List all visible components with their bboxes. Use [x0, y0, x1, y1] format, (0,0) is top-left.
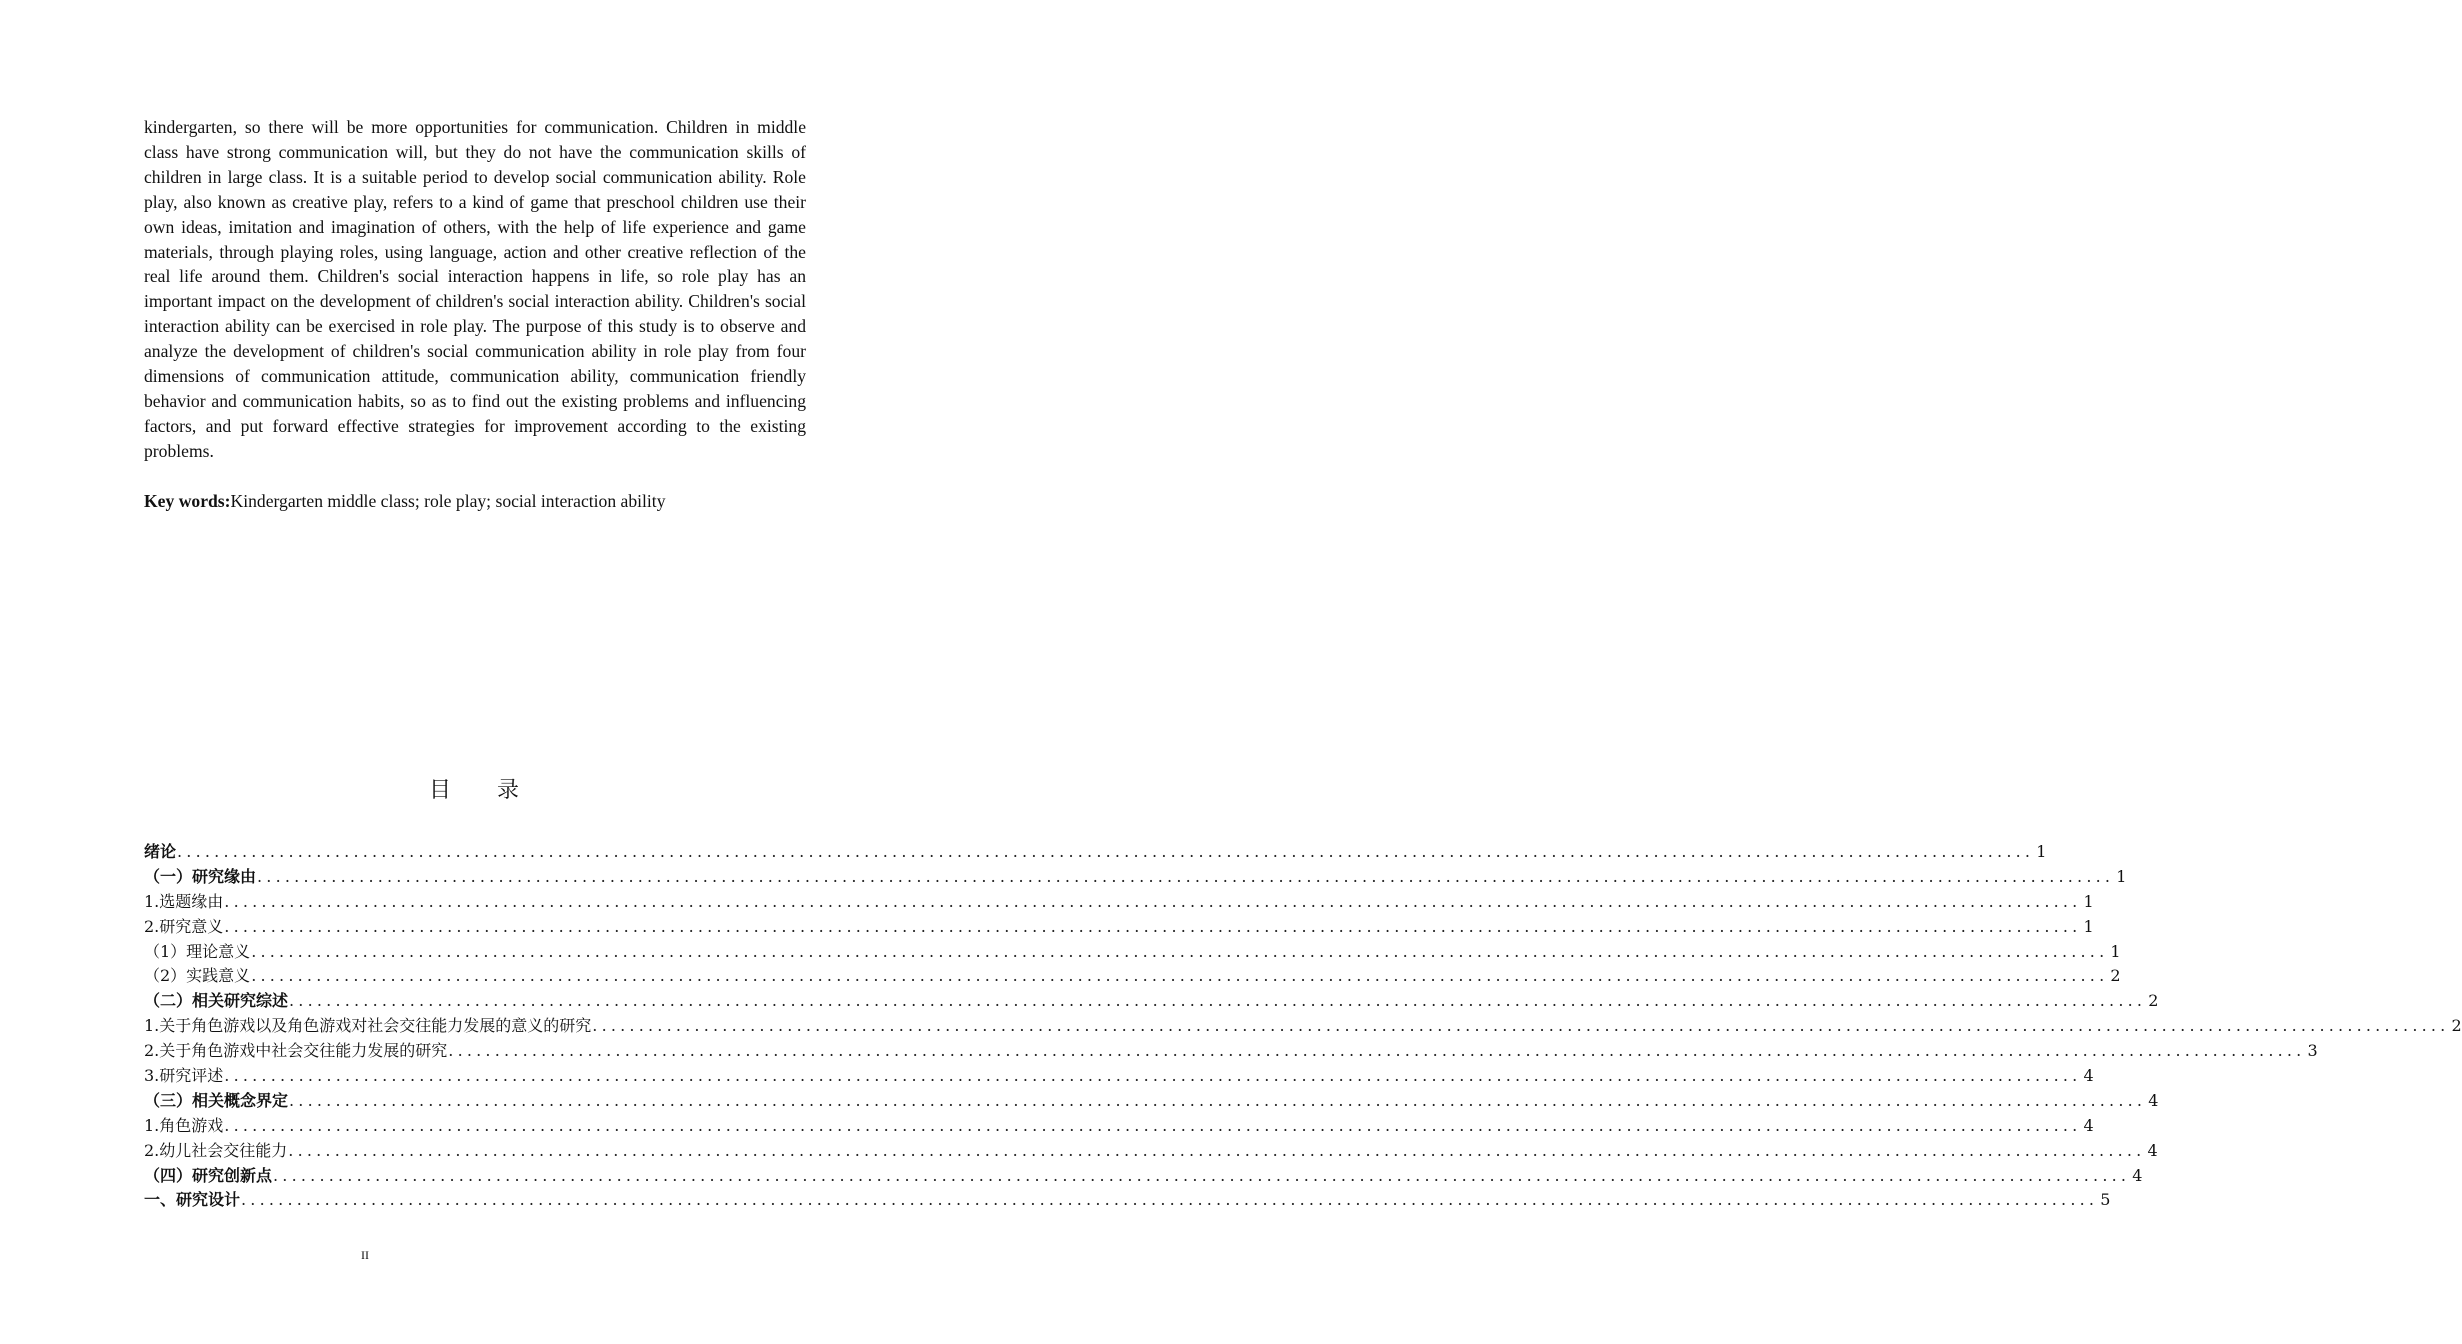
toc-entry[interactable]: [144, 1138, 2158, 1163]
toc-entry-page: 2: [2451, 1016, 2462, 1036]
toc-entry-label: （2）实践意义: [144, 966, 251, 986]
toc-entry-label: （三）相关概念界定: [144, 1090, 289, 1110]
abstract-paragraph: kindergarten, so there will be more opportunities for communication. Children in middle class have strong communication will, but they do not have the communication skills of children in large class. It is a suitable period to develop social communication ability. Role play, also known as creative play, refers to a kind of game that preschool children use their own ideas, imitation and imagination of others, with the help of life experience and game materials, through playing roles, using language, action and other creative reflection of the real life around them. Children's social interaction happens in life, so role play has an important impact on the development of children's social interaction ability. Children's social interaction ability can be exercised in role play. The purpose of this study is to observe and analyze the development of children's social communication ability in role play from four dimensions of communication attitude, communication ability, communication friendly behavior and communication habits, so as to find out the existing problems and influencing factors, and put forward effective strategies for improvement according to the existing problems.: [144, 117, 806, 461]
toc-entry[interactable]: [144, 939, 2121, 964]
toc-entry[interactable]: [144, 1187, 2111, 1212]
toc-entry-label: （一）研究缘由: [144, 866, 257, 886]
toc-entry-page: 4: [2083, 1115, 2094, 1135]
toc-leader-dots: ........................................................................................................................................................................................................: [289, 1090, 2147, 1110]
toc-title-right: 录: [497, 778, 522, 803]
toc-leader-dots: ........................................................................................................................................................................................................: [241, 1190, 2099, 1210]
toc-leader-dots: ........................................................................................................................................................................................................: [592, 1016, 2450, 1036]
toc-entry[interactable]: [144, 864, 2127, 889]
toc-leader-dots: ........................................................................................................................................................................................................: [257, 866, 2115, 886]
toc-entry-label: 1.关于角色游戏以及角色游戏对社会交往能力发展的意义的研究: [144, 1016, 592, 1036]
abstract-body: [144, 115, 806, 464]
toc-leader-dots: ........................................................................................................................................................................................................: [251, 941, 2109, 961]
toc-leader-dots: ........................................................................................................................................................................................................: [224, 891, 2082, 911]
toc-entry-label: 2.关于角色游戏中社会交往能力发展的研究: [144, 1041, 448, 1061]
toc-entry[interactable]: [144, 963, 2121, 988]
page-number: II: [361, 1248, 369, 1262]
toc-entry[interactable]: [144, 889, 2094, 914]
toc-entry-label: 一、研究设计: [144, 1190, 241, 1210]
toc-entry-page: 4: [2148, 1090, 2159, 1110]
keywords-label: Key words:: [144, 491, 231, 511]
toc-entry-label: 绪论: [144, 842, 177, 861]
toc-entry[interactable]: [144, 914, 2094, 939]
toc-entry-page: 1: [2036, 842, 2047, 861]
toc-entry-page: 4: [2147, 1140, 2158, 1160]
toc-entry-label: （二）相关研究综述: [144, 991, 289, 1011]
toc-entry-page: 1: [2083, 916, 2094, 936]
toc-leader-dots: ........................................................................................................................................................................................................: [224, 1066, 2082, 1086]
toc-entry[interactable]: [144, 1063, 2094, 1088]
toc-leader-dots: ........................................................................................................................................................................................................: [224, 916, 2082, 936]
toc-leader-dots: ........................................................................................................................................................................................................: [288, 1140, 2146, 1160]
toc-entry-label: 3.研究评述: [144, 1066, 224, 1086]
toc-entry[interactable]: [144, 839, 2047, 864]
toc-title: [0, 773, 950, 804]
toc-entry[interactable]: [144, 1013, 2462, 1038]
toc-entry[interactable]: [144, 1088, 2159, 1113]
toc-entry-page: 2: [2110, 966, 2121, 986]
toc-entry-page: 1: [2110, 941, 2121, 961]
toc-entry-label: （四）研究创新点: [144, 1165, 273, 1185]
toc-leader-dots: ........................................................................................................................................................................................................: [289, 991, 2147, 1011]
toc-entry-label: 2.研究意义: [144, 916, 224, 936]
toc-entry-label: 1.选题缘由: [144, 891, 224, 911]
toc-leader-dots: ........................................................................................................................................................................................................: [251, 966, 2109, 986]
toc-entry[interactable]: [144, 988, 2159, 1013]
toc-leader-dots: ........................................................................................................................................................................................................: [273, 1165, 2131, 1185]
toc-entry-page: 1: [2116, 866, 2127, 886]
toc-entry[interactable]: [144, 1038, 2318, 1063]
toc-leader-dots: ........................................................................................................................................................................................................: [448, 1041, 2306, 1061]
toc-entry-page: 4: [2132, 1165, 2143, 1185]
toc-leader-dots: ........................................................................................................................................................................................................: [177, 842, 2035, 861]
toc-entry-label: （1）理论意义: [144, 941, 251, 961]
toc-entry-page: 1: [2083, 891, 2094, 911]
toc-entry-label: 1.角色游戏: [144, 1115, 224, 1135]
toc-title-left: 目: [428, 778, 453, 803]
table-of-contents: [144, 839, 2462, 1212]
toc-entry-page: 3: [2307, 1041, 2318, 1061]
keywords-text: Kindergarten middle class; role play; social interaction ability: [230, 491, 666, 511]
toc-entry[interactable]: [144, 1163, 2143, 1188]
toc-entry-label: 2.幼儿社会交往能力: [144, 1140, 288, 1160]
toc-entry[interactable]: [144, 1113, 2094, 1138]
toc-entry-page: 2: [2148, 991, 2159, 1011]
keywords-line: [144, 489, 806, 514]
toc-entry-page: 4: [2083, 1066, 2094, 1086]
toc-leader-dots: ........................................................................................................................................................................................................: [224, 1115, 2082, 1135]
toc-entry-page: 5: [2100, 1190, 2111, 1210]
